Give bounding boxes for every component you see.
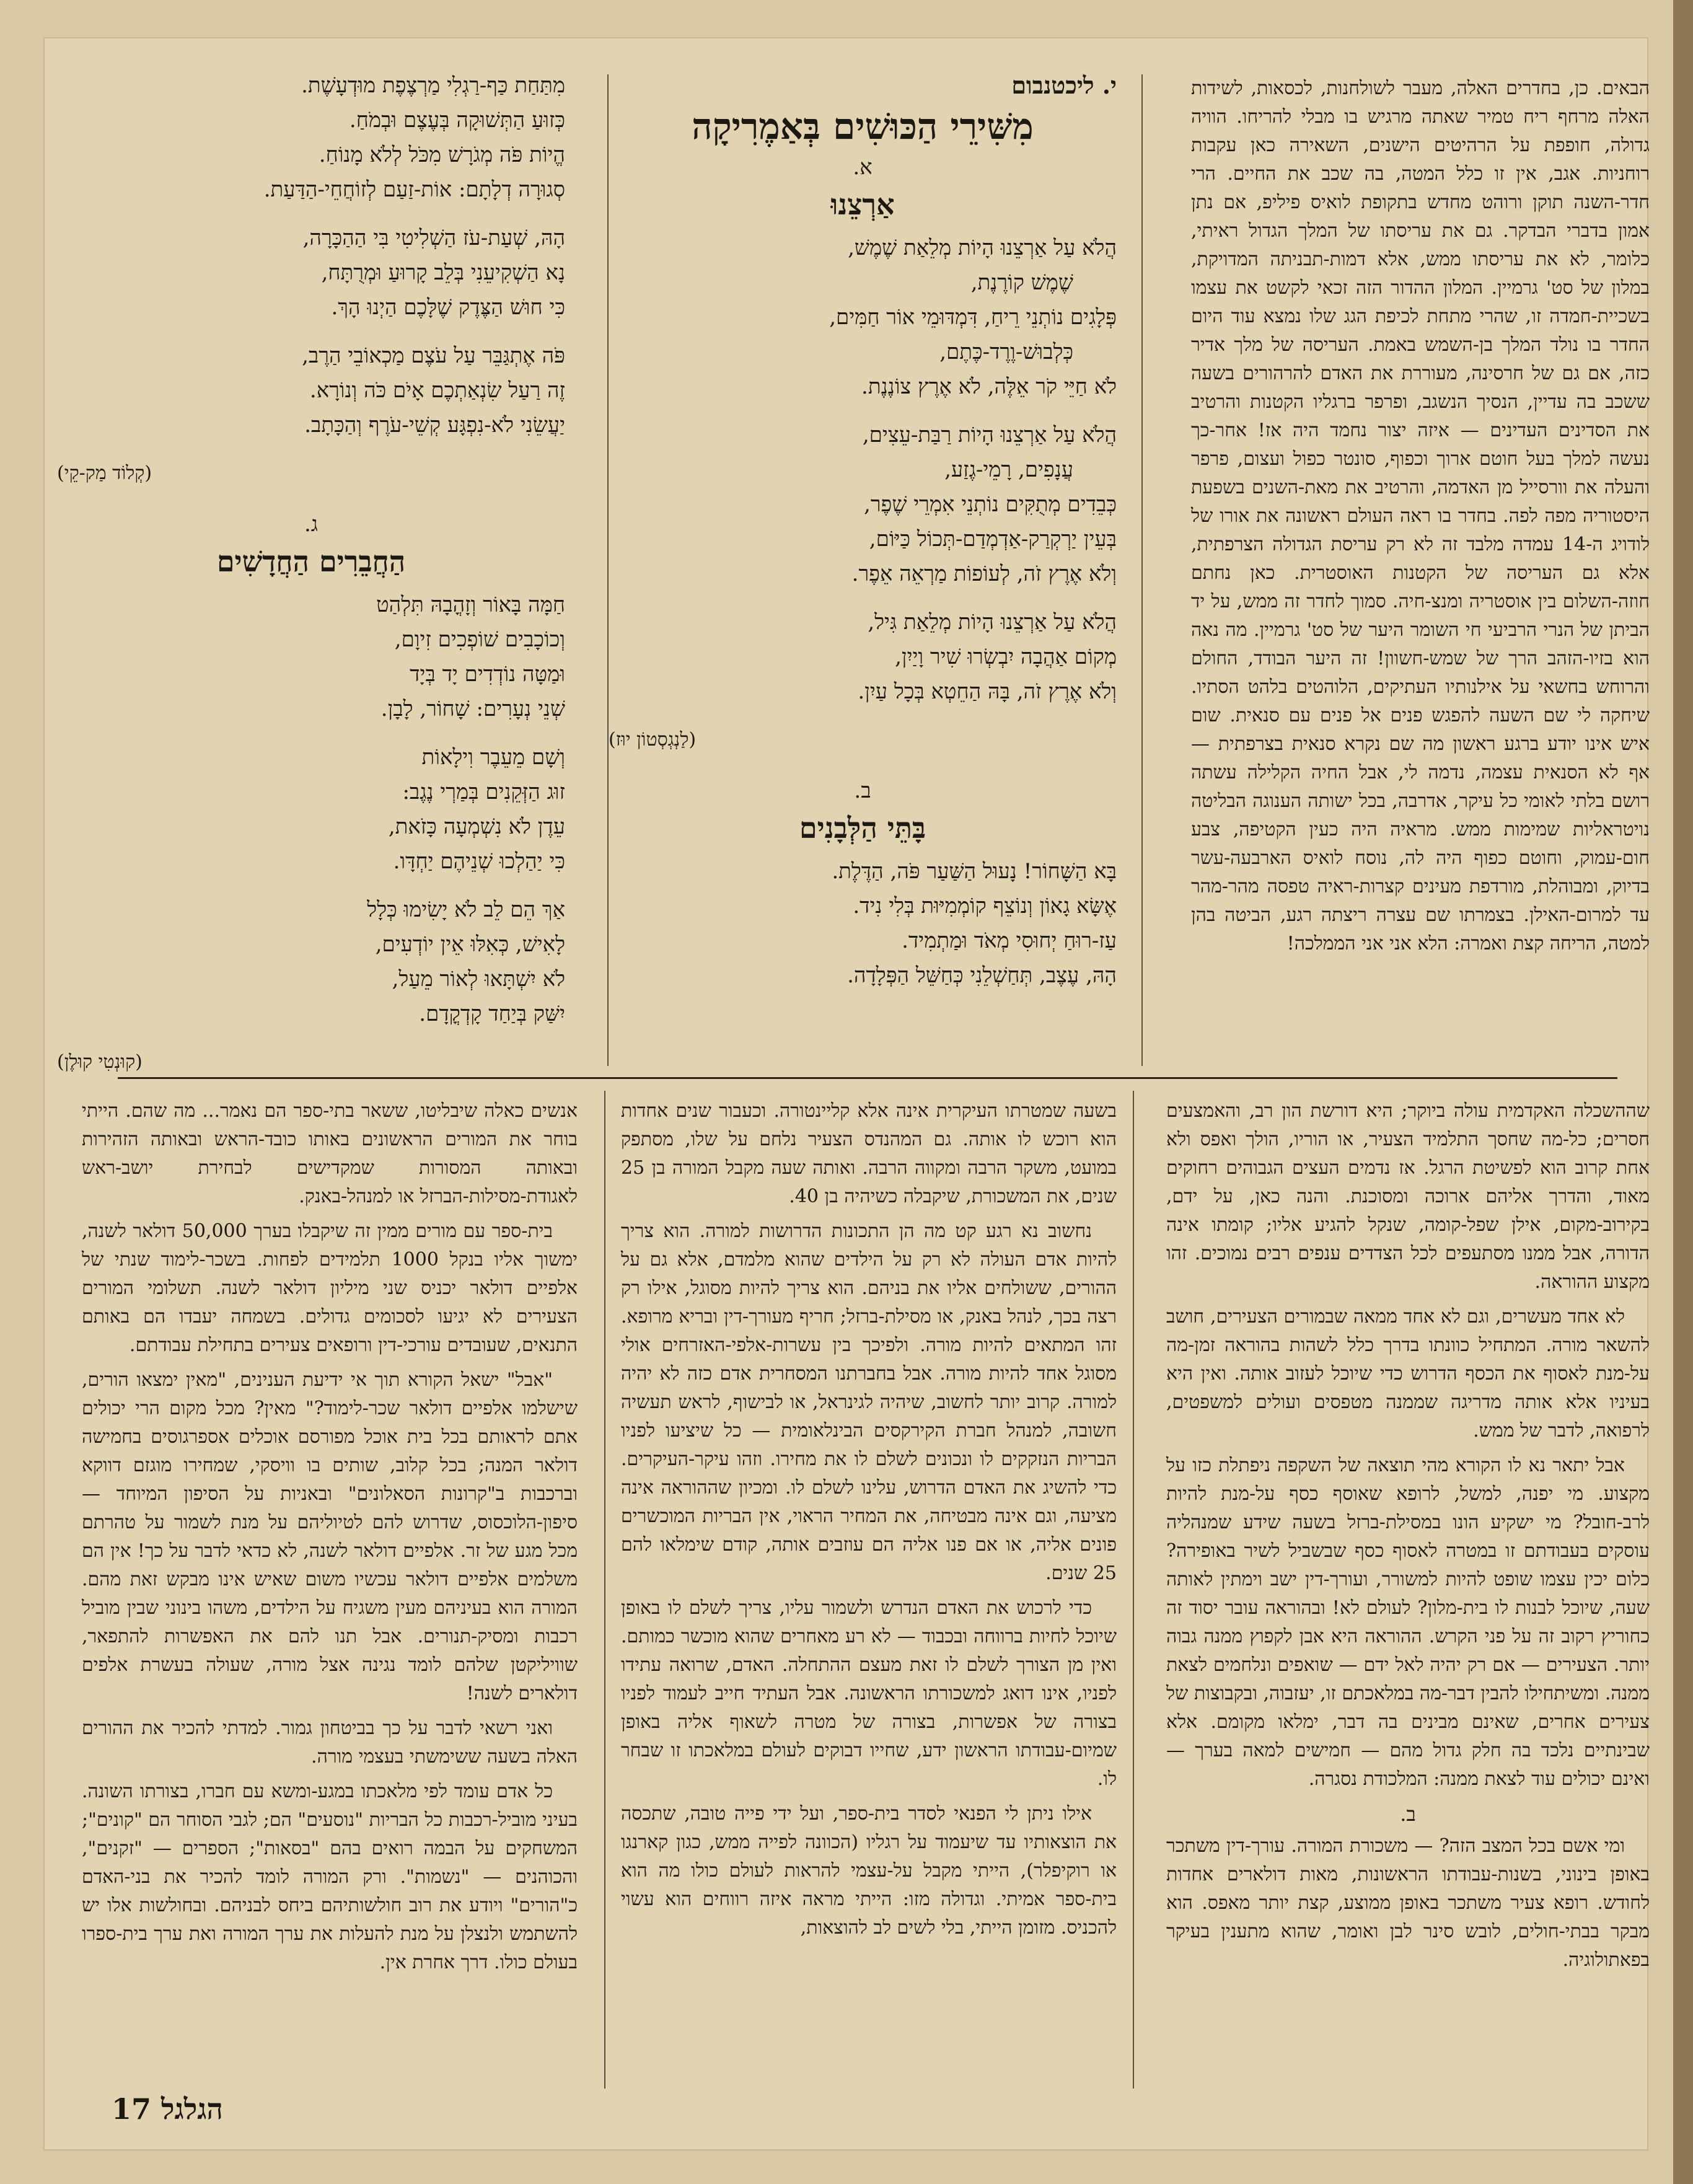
paragraph: כל אדם עומד לפי מלאכתו במגע-ומשא עם חברו, בצורתו השונה. בעיני מוביל-רכבות כל הבריות "נוסעים" הם; לגבי הסוחר הם "קונים"; המשחקים על הבמה רואים בהם "בסאות"; הספרים — "זקנים", והכוהנים — "נשמות". ורק המורה לומד להכיר את בני-האדם כ"הורים" ויודע את רוב חולשותיהם ביחס לבניהם. ובחולשות אלו יש להשתמש ולנצלן על מנת להעלות את ערך המורה ואת ערך בית-ספרו בעולם כולו. דרך אחרת אין. bbox=[82, 1781, 578, 1973]
paragraph: הבאים. כן, בחדרים האלה, מעבר לשולחנות, לכסאות, לשידות האלה מרחף ריח טמיר שאתה מרגיש בו מבלי להריחו. הוויה גדולה, חופפת על הרהיטים הישנים, השאירה כאן עקבות רוחניות. אגב, אין זו כלל המטה, בה שכב את החיים. הרי חדר-השנה תוקן ורוהט מחדש בתקופת לואיס פיליפ, אם נתן אמון בדברי הבדקר. גם את עריסתו של המלך הגדול ראיתי, כלומר, לא את עריסתו ממש, אלא דמות-תבניתה המדויקת, במלון של סט' גרמיין. המלון ההדור הזה זכאי לקשט את עצמו בשכיית-חמדה זו, שהרי מתחת לכיפת הגג שלו נמצא עוד היום החדר בו נולד המלך בן-השמש באמת. העריסה של מלך אדיר כזה, אם גם של חרסינה, מעוררת את האדם להרהורים בשעה ששכב בה עדיין, הנסיך הנשגב, ופרפר ברגליו הקטנות והרטיב את הסדינים העדינים — איזה יצור נחמד היה אז! אחר-כך נעשה למלך בעל חוטם ארוך וכפוף, סונטר כפול ועצום, פרפר והעלה את וורסייל מן האדמה, והרטיב את מאת-השנים בשפעת היסטוריה מפה לפה. בחדר בו ראה העולם ראשונה את אורו של לודויג ה-14 עמדה מלבד זה לא רק עריסת הגדולה הצרפתית, אלא גם העריסה של הקטנות האוסטרית. כאן נחתם חוזה-השלום בין אוסטריה ומנצ-חיה. סמוך לחדר זה ממש, על יד הביתן של הנרי הרביעי חי השומר היער של סט' גרמיין. מה נאה הוא בזיו-הזהב הרך של שמש-חשוון! זה היער הבודד, החולם והרוחש בחשאי על אילנותיו העתיקים, הלוהטים בלהט הסתיו. שיחקה לי שם השעה להפגש פנים אל פנים עם סנאית. שום איש אינו יודע ברגע ראשון מה שם נקרא סנאית בצרפתית — אף לא הסנאית עצמה, נדמה לי, אבל החיה הקלילה עשתה רושם בלתי לאומי כל עיקר, אדרבה, בכל ישותה הענוגה הבליטה נויטראליות שמימות ממש. מראיה היה כעין הקטיפה, צבע חום-עמוק, וחוטם כפוף היה לה, נוסח לואיס הארבעה-עשר בדיוק, ומבוהלת, מורדפת מעינים קצרות-ראיה טפסה מהר-מהר עד למרום-האילן. בצמרתו שם עצרה ריצתה רגע, הביטה בהן למטה, הריחה קצת ואמרה: הלא אני אני הממלכה! bbox=[1191, 77, 1650, 954]
poems-middle-column bbox=[609, 68, 1117, 1006]
paragraph: לא אחד מעשרים, וגם לא אחד ממאה שבמורים הצעירים, חושב להשאר מורה. המתחיל כוונתו בדרך כלל לשהות בהוראה זמן-מה על-מנת לאסוף את הכסף הדרוש כדי שיוכל לעזוב אותה. ואין היא בעיניו אלא אותה מדריגה שממנה מטפסים ועולים למשפטים, לרפואה, לדבר של ממש. bbox=[1166, 1306, 1650, 1442]
lower-middle-column bbox=[621, 1097, 1117, 1948]
poem-a-stanza-1 bbox=[609, 231, 1117, 404]
poem-line: וְלֹא אֶרֶץ זֹה, לְעוֹפוֹת מַרְאֵה אֵפֶר. bbox=[851, 561, 1117, 586]
binding-edge bbox=[1673, 0, 1693, 2184]
poem-line: הֲלֹא עַל אַרְצֵנוּ הָיוֹת מְלֵאַת שֶׁמֶשׁ, bbox=[848, 236, 1117, 260]
poem-line: שְׁנֵי נְעָרִים: שָׁחוֹר, לָבָן. bbox=[380, 697, 565, 721]
poem-line: שֶׁמֶשׁ קוֹרֶנֶת, bbox=[970, 270, 1073, 295]
poem-g-stanza-1 bbox=[57, 588, 565, 726]
poem-a-stanza-2 bbox=[609, 418, 1117, 591]
poem-a-stanza-3 bbox=[609, 605, 1117, 709]
poem-line: זוּג הַזְּקֵנִים בְּמַרְי נֶגֶב: bbox=[402, 780, 565, 804]
poem-a-credit: (לַנְגְסְטוֹן יוּז) bbox=[609, 729, 697, 751]
poem-line: עֵדֶן לֹא נִשְׁמְעָה כָּזֹאת, bbox=[388, 814, 565, 839]
poem-line: אַךְ הֵם לֵב לֹא יָשִׂימוּ כְּלָל bbox=[367, 897, 565, 922]
poem-line: יַעֲשֵׂנִי לֹא-נִפְגָּע קְשֵׁי-עֹרֶף וְהַכָּתָב. bbox=[304, 413, 565, 438]
poem-line: כְּלְבוּשׁ-וֶרֶד-כֶּתֶם, bbox=[939, 340, 1073, 364]
poem-g-number: ג. bbox=[304, 512, 319, 537]
poem-line: בָּא הַשָּׁחוֹר! נָעוּל הַשַּׁעַר פֹּה, הַדֶּלֶת. bbox=[832, 859, 1117, 884]
poem-line: וּמַטָּה נוֹדְדִים יָד בְּיָד bbox=[410, 662, 565, 687]
poem-line: לֹא יִשְׁתָּאוּ לְאוֹר מֵעַל, bbox=[392, 967, 565, 992]
poem-b-title: בָּתֵּי הַלְּבָנִים bbox=[799, 811, 926, 845]
poem-line: פֹּה אֶתְגַּבֵּר עַל עֹצֶם מַכְאוֹבֵי הַרֶב, bbox=[302, 343, 565, 368]
poem-line: וְכוֹכָבִים שׁוֹפְכִים זִיוָם, bbox=[394, 627, 565, 652]
poem-c-credit: (קְלוֹד מַק-קֵי) bbox=[57, 462, 152, 484]
poem-line: נָא הַשְׁקִיעֵנִי בְּלֵב קָרוּעַ וּמְרֻתָּח, bbox=[321, 260, 565, 285]
paragraph: אנשים כאלה שיבליטו, ששאר בתי-ספר הם נאמר... מה שהם. הייתי בוחר את המורים הראשונים באותו כובד-הראש ובאותה הזהירות ובאותה המסורות שמקדישים לבחירת יושב-ראש לאגודת-מסילות-הברזל או למנהל-באנק. bbox=[82, 1100, 578, 1207]
poem-a-number: א. bbox=[853, 155, 873, 180]
page-number: 17 bbox=[112, 2092, 152, 2126]
poem-line: הָהּ, שְׁעַת-עֹז הַשְׁלִיטִי בִּי הַהַכָּרָה, bbox=[302, 226, 565, 250]
poem-author: י. ליכטנבום bbox=[1011, 71, 1117, 99]
poem-g-stanza-2 bbox=[57, 740, 565, 879]
poem-line: עֲנָפִים, רָמֵי-גֶזַע, bbox=[944, 457, 1073, 482]
poem-line: הָהּ, עֶצֶב, תְּחַשְׁלֵנִי כְּחַשֵּׁל הַפְּלָדָה. bbox=[847, 963, 1117, 988]
poem-line: לָאִישׁ, כְּאִלּוּ אֵין יוֹדְעִים, bbox=[375, 932, 565, 957]
poem-line: וְשָׁם מֵעֵבֶר וִילָאוֹת bbox=[421, 745, 565, 770]
paragraph: אילו ניתן לי הפנאי לסדר בית-ספר, ועל ידי פייה טובה, שתכסה את הוצאותיו עד שיעמוד על רגליו (הכוונה לפייה ממש, כגון קארנגו או רוקיפלר), הייתי מקבל על-עצמי להראות לעולם כולו מה הוא בית-ספר אמיתי. וגדולה מזו: הייתי מראה איזה רווחים הוא עשוי להכניס. מזומן הייתי, בלי לשים לב להוצאות, bbox=[621, 1803, 1117, 1939]
column-divider bbox=[1133, 1091, 1134, 2089]
poem-g-stanza-3 bbox=[57, 892, 565, 1031]
poem-line: יִשַּׁק בְּיַחַד קָדְקֳדָם. bbox=[419, 1002, 565, 1026]
paragraph: ומי אשם בכל המצב הזה? — משכורת המורה. עורך-דין משתכר באופן בינוני, בשנות-עבודתו הראשונות, מאות דולארים אחדות לחודש. רופא צעיר משתכר באופן ממוצע, קצת יותר מאפס. הוא מבקר בבתי-חולים, לובש סינר לבן ואומר, שהוא מתענין בעיקר בפאתולוגיה. bbox=[1166, 1835, 1650, 1971]
paragraph: שההשכלה האקדמית עולה ביוקר; היא דורשת הון רב, והאמצעים חסרים; כל-מה שחסך התלמיד הצעיר, או הוריו, הולך ואפס ולא אחת קרוב הוא לפשיטת הרגל. אז נדמים העצים הגבוהים רחוקים מאוד, והדרך אליהם ארוכה ומסוכנת. והנה כאן, על ידם, בקירוב-מקום, אילן שפל-קומה, שנקל להגיע אליו; קומתו אינה הדורה, אבל ממנו מסתעפים לכל הצדדים ענפים רבים נמוכים. זהו מקצוע ההוראה. bbox=[1166, 1100, 1650, 1293]
poem-line: לֹא חַיֵּי קֹר אֵלֶּה, לֹא אֶרֶץ צוֹנֶנֶת. bbox=[861, 374, 1117, 399]
poem-c-stanza-1 bbox=[57, 68, 565, 207]
poem-b-stanza-1 bbox=[609, 854, 1117, 993]
poem-line: מְקוֹם אַהֲבָה יִבְשְׂרוּ שִׁיר וָיַיִן, bbox=[895, 645, 1117, 669]
lower-right-column bbox=[1166, 1097, 1650, 1981]
paragraph: "אבל" ישאל הקורא תוך אי ידיעת הענינים, "מאין ימצאו הורים, שישלמו אלפיים דולאר שכר-לימוד?" מאין? מכל מקום הרי יכולים אתם לראותם בכל בית אוכל מפורסם אוכלים אספרגוסים בחמישה דולאר המנה; בכל קלוב, שותים בו וויסקי, שמחירו מוגזם דווקא וברכבות ב"קרונות הסאלונים" ובאניות על הסיפון המיוחד — סיפון-הלוכסוס, שדרוש להם לטיוליהם על מנת לשמור על טהרתם מכל מגע של זר. אלפיים דולאר לשנה, לא כדאי לדבר על כך! אין הם משלמים אלפיים דולאר עכשיו משום שאיש אינו מבקש זאת מהם. המורה הוא בעיניהם מעין משגיח על הילדים, משהו בינוני שבין מוביל רכבות ומסיק-תנורים. אבל תנו להם את האפשרות להתפאר, שוויליקטן שלהם לומד נגינה אצל מורה, שעולה בעשרת אלפים דולארים לשנה! bbox=[82, 1369, 578, 1704]
paragraph: בית-ספר עם מורים ממין זה שיקבלו בערך 50,000 דולאר לשנה, ימשוך אליו בנקל 1000 תלמידים לפחות. בשכר-לימוד שנתי של אלפיים דולאר יכניס שני מיליון דולאר לשנה. תשלומי המורים הצעירים לא יגיעו לסכומים גדולים. בשמחה יעבדו הם באותם התנאים, שעובדים עורכי-דין ורופאים צעירים בתחילת עבודתם. bbox=[82, 1220, 578, 1356]
poem-line: סְגוּרָה דְלָתָם: אוֹת-זַעַם לְזוֹחֲחֵי-הַדַּעַת. bbox=[263, 177, 565, 202]
column-divider bbox=[607, 74, 609, 1066]
poem-a-title: אַרְצֵנוּ bbox=[830, 188, 895, 221]
lower-left-column bbox=[82, 1097, 578, 1983]
poem-line: מִתַּחַת כַּף-רַגְלִי מַרְצֶפֶת מוּדְעָשֶׁת. bbox=[301, 73, 565, 98]
horizontal-divider bbox=[118, 1077, 1617, 1079]
poem-c-stanza-3 bbox=[57, 338, 565, 443]
paragraph: נחשוב נא רגע קט מה הן התכונות הדרושות למורה. הוא צריך להיות אדם העולה לא רק על הילדים שהוא מלמדם, אלא גם על ההורים, ששולחים אליו את בניהם. הוא צריך להיות מסוגל, אילו רק רצה בכך, לנהל באנק, או מסילת-ברזל; חריף מעורך-דין ובריא מרופא. זהו המתאים להיות מורה. ולפיכך בין עשרות-אלפי-האזרחים אולי מסוגל אחד להיות מורה. אבל בחברתנו המסחרית אדם כזה לא יהיה למורה. קרוב יותר לחשוב, שיהיה לגינראל, או לבישוף, לראש תעשיה חשובה, למנהל חברת הקירקסים הבינלאומית — כל שיציעו לפניו הבריות הנזקקים לו ונכונים לשלם לו את מחירו. וזהו עיקר-העיקרים. כדי להשיג את האדם הדרוש, עלינו לשלם לו. ומכיון שההוראה אינה מציעה, וגם אינה מבטיחה, את המחיר הראוי, אין הבריות המוכשרים פונים אליה, או אם פנו אליה הם עוזבים אותה, קודם שימלאו להם 25 שנים. bbox=[621, 1220, 1117, 1584]
poem-line: חַמָּה בָּאוֹר וְזָהֳבָהּ תִּלְהַט bbox=[376, 592, 565, 617]
poem-line: כְּבֵדִים מְתֻקִּים נוֹתְנֵי אִמְרֵי שֶׁפֶר, bbox=[864, 492, 1117, 517]
paragraph: בשעה שמטרתו העיקרית אינה אלא קליינטורה. וכעבור שנים אחדות הוא רוכש לו אותה. גם המהנדס הצעיר נלחם על שלו, מסתפק במועט, משקר הרבה ומקווה הרבה. ואותה שעה מקבל המורה בן 25 שנים, את המשכורת, שיקבלה כשיהיה בן 40. bbox=[621, 1100, 1117, 1207]
paragraph: אבל יתאר נא לו הקורא מהי תוצאה של השקפה ניפתלת כזו על מקצוע. מי יפנה, למשל, לרופא שאוסף כסף על-מנת להיות לרב-חובל? מי ישקיע הונו במסילת-ברזל בשעה שידע שמנהליה עוסקים בעבודתם זו במטרה לאסוף כסף שבשביל לשיר באופירה? כלום יכין עצמו שופט להיות למשורר, ועורך-דין ישב וימתין לאותה שעה, שיוכל לבנות לו בית-מלון? לעולם לא! ובהוראה עובר יסוד זה כחוריץ רקוב זה על פני הקרש. ההוראה היא אבן לקפוץ ממנה גבוה יותר. הצעירים — אם רק יהיה לאל ידם — שואפים ונלחמים לצאת ממנה. ומשיתחילו להבין דבר-מה במלאכתם זו, יעזבוה, ובקבוצות של צעירים אחרים, שאינם מבינים בה דבר, ימלאו מקומם. אלא שבינתיים נלכד בה חלק גדול מהם — חמישים למאה בערך — ואינם יכולים עוד לצאת ממנה: המלכודת נסגרה. bbox=[1166, 1455, 1650, 1790]
poem-line: עַז-רוּחַ יְחוּסִי מְאֹד וּמַתְמִיד. bbox=[902, 928, 1117, 953]
page-footer bbox=[112, 2092, 223, 2126]
poem-b-number: ב. bbox=[854, 778, 871, 803]
paragraph: ואני רשאי לדבר על כך בביטחון גמור. למדתי להכיר את ההורים האלה בשעה ששימשתי בעצמי מורה. bbox=[82, 1717, 578, 1768]
upper-right-column bbox=[1191, 74, 1650, 964]
section-number: ב. bbox=[1400, 1802, 1416, 1826]
poem-line: פְּלָגִים נוֹתְנֵי רֵיחַ, דִּמְדּוּמֵי אוֹר חַמִּים, bbox=[829, 305, 1117, 330]
poem-line: כִּי חוּשׁ הַצֶּדֶק שֶׁלָּכֶם הַיְנוּ הָךְ. bbox=[331, 295, 565, 320]
poem-line: זֶה רַעַל שִׂנְאַתְכֶם אָיֹם כֹּה וְנוֹרָא. bbox=[309, 378, 565, 403]
poem-line: כִּי יַהַלְכוּ שְׁנֵיהֶם יַחְדָּו. bbox=[393, 849, 565, 874]
poem-line: אֶשָּׂא גָאוֹן וְנוֹצֵף קוֹמְמִיּוּת בְּלִי נִיד. bbox=[853, 894, 1117, 918]
poem-line: הֱיוֹת פֹּה מְגֹרָשׁ מִכֹּל לְלֹא מָנוֹחַ. bbox=[319, 143, 565, 167]
paragraph: כדי לרכוש את האדם הנדרש ולשמור עליו, צריך לשלם לו באופן שיוכל לחיות ברווחה ובכבוד — לא רע מאחרים שהוא מוכשר כמותם. ואין מן הצורך לשלם לו זאת מעצם ההתחלה. האדם, שרואה עתידו לפניו, אינו דואג למשכורתו הראשונה. אבל העתיד חייב לעמוד לפניו בצורה של אפשרות, בצורה של מטרה לשאוף אליה באופן שמיום-עבודתו הראשון ידע, שחייו דבוקים לעולם במלאכתו זו שבחר לו. bbox=[621, 1597, 1117, 1790]
poems-main-title: מִשִּׁירֵי הַכּוּשִׁים בְּאַמֶרִיקָה bbox=[692, 105, 1034, 148]
poems-left-column bbox=[57, 68, 565, 1096]
poem-line: כְּזוּעַ הַתְּשׁוּקָה בְּעֶצֶם וּבְמֹחַ. bbox=[349, 108, 565, 133]
poem-g-credit: (קוּנְטִי קוּלֶן) bbox=[57, 1051, 143, 1073]
column-divider bbox=[604, 1091, 605, 2089]
column-divider bbox=[1141, 74, 1143, 1066]
magazine-name: הגלגל bbox=[161, 2092, 223, 2126]
poem-line: הֲלֹא עַל אַרְצֵנוּ הָיוֹת מְלֵאַת גִּיל, bbox=[868, 610, 1117, 635]
poem-line: בְּעֵין יַרְקְרַק-אַדְמְדַם-תְּכוֹל כַּיּוֹם, bbox=[869, 527, 1117, 552]
poem-g-title: הַחֲבֵרִים הַחֲדָשִׁים bbox=[216, 545, 406, 578]
poem-c-stanza-2 bbox=[57, 221, 565, 325]
poem-line: וְלֹא אֶרֶץ זֹה, בָּהּ הַחֵטְא בְּכָל עַיִן. bbox=[858, 679, 1117, 704]
poem-line: הֲלֹא עַל אַרְצֵנוּ הָיוֹת רַבַּת-עֵצִים, bbox=[862, 423, 1117, 447]
